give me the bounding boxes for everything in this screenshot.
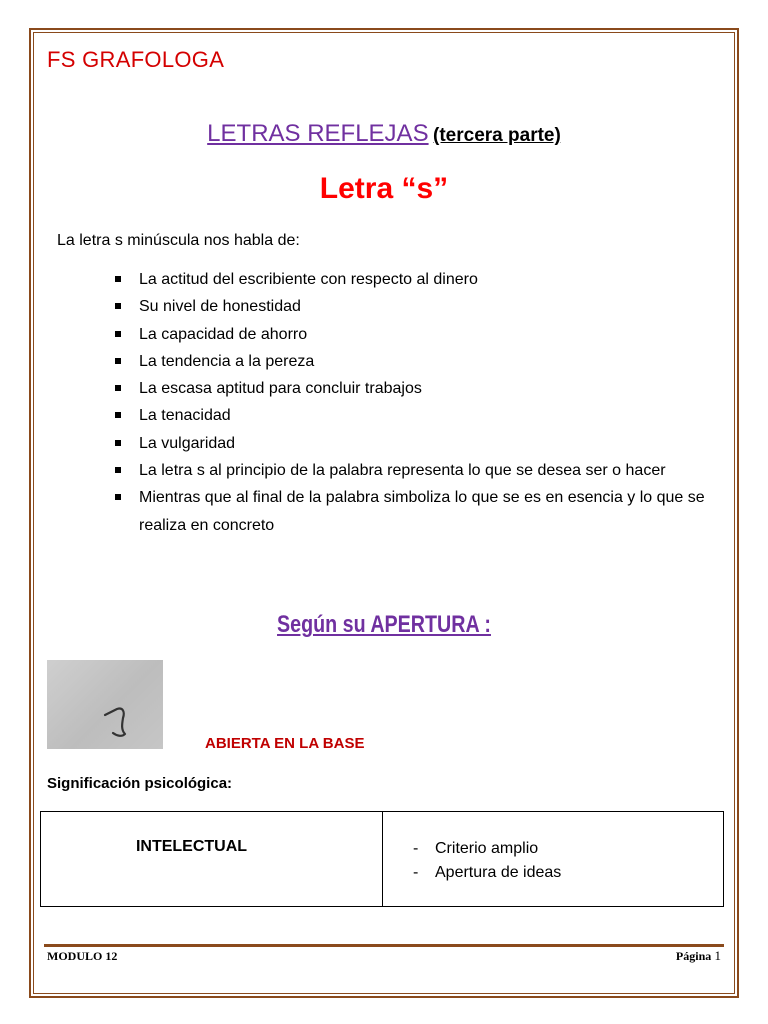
- table-item-text: Criterio amplio: [435, 840, 539, 857]
- handwriting-sample-image: [47, 660, 163, 749]
- list-item: [115, 375, 725, 402]
- sample-caption: ABIERTA EN LA BASE: [205, 735, 365, 752]
- document-heading: [0, 120, 768, 148]
- table-items-cell: [383, 812, 723, 906]
- list-item: [115, 484, 725, 539]
- footer-page: [676, 948, 721, 964]
- list-item-text: La capacidad de ahorro: [139, 325, 308, 343]
- handwritten-s-icon: [47, 660, 163, 749]
- bullet-square-icon: [115, 467, 121, 473]
- list-item: [115, 293, 725, 320]
- table-category-cell: INTELECTUAL: [41, 812, 383, 906]
- table-item-text: Apertura de ideas: [435, 864, 562, 881]
- page-label: Página: [675, 949, 712, 963]
- list-item-text: La tendencia a la pereza: [139, 352, 315, 370]
- list-item-text: Mientras que al final de la palabra simboliza lo que se es en esencia y lo que se realiza en concreto: [139, 489, 705, 534]
- list-item: [115, 321, 725, 348]
- footer-rule: [44, 944, 724, 947]
- table-item-row: [413, 837, 723, 861]
- intro-text: La letra s minúscula nos habla de:: [57, 232, 300, 249]
- list-item: [115, 348, 725, 375]
- bullet-square-icon: [115, 440, 121, 446]
- list-item: [115, 457, 725, 484]
- dash-bullet: -: [413, 864, 419, 881]
- list-item-text: La tenacidad: [139, 407, 231, 425]
- list-item-text: La vulgaridad: [139, 434, 236, 452]
- list-item-text: La escasa aptitud para concluir trabajos: [139, 380, 422, 398]
- meaning-table: [40, 811, 724, 907]
- meaning-list: [115, 266, 725, 539]
- list-item: [115, 402, 725, 429]
- list-item-text: Su nivel de honestidad: [139, 298, 301, 316]
- list-item: [115, 430, 725, 457]
- bullet-square-icon: [115, 412, 121, 418]
- list-item: [115, 266, 725, 293]
- bullet-square-icon: [115, 358, 121, 364]
- list-item-text: La letra s al principio de la palabra representa lo que se desea ser o hacer: [139, 462, 666, 480]
- table-item-row: [413, 861, 723, 885]
- heading-sub: (tercera parte): [433, 125, 561, 146]
- bullet-square-icon: [115, 385, 121, 391]
- footer-module: MODULO 12: [47, 949, 118, 963]
- brand-header: FS GRAFOLOGA: [47, 47, 225, 72]
- bullet-square-icon: [115, 494, 121, 500]
- page-number: 1: [714, 948, 721, 963]
- bullet-square-icon: [115, 331, 121, 337]
- section-title: Según su APERTURA :: [277, 611, 491, 638]
- list-item-text: La actitud del escribiente con respecto al dinero: [139, 271, 478, 288]
- bullet-square-icon: [115, 276, 121, 282]
- signification-label: Significación psicológica:: [47, 775, 233, 792]
- heading-main: LETRAS REFLEJAS: [207, 120, 429, 147]
- bullet-square-icon: [115, 303, 121, 309]
- letter-title: Letra “s”: [319, 172, 449, 205]
- dash-bullet: -: [413, 840, 419, 857]
